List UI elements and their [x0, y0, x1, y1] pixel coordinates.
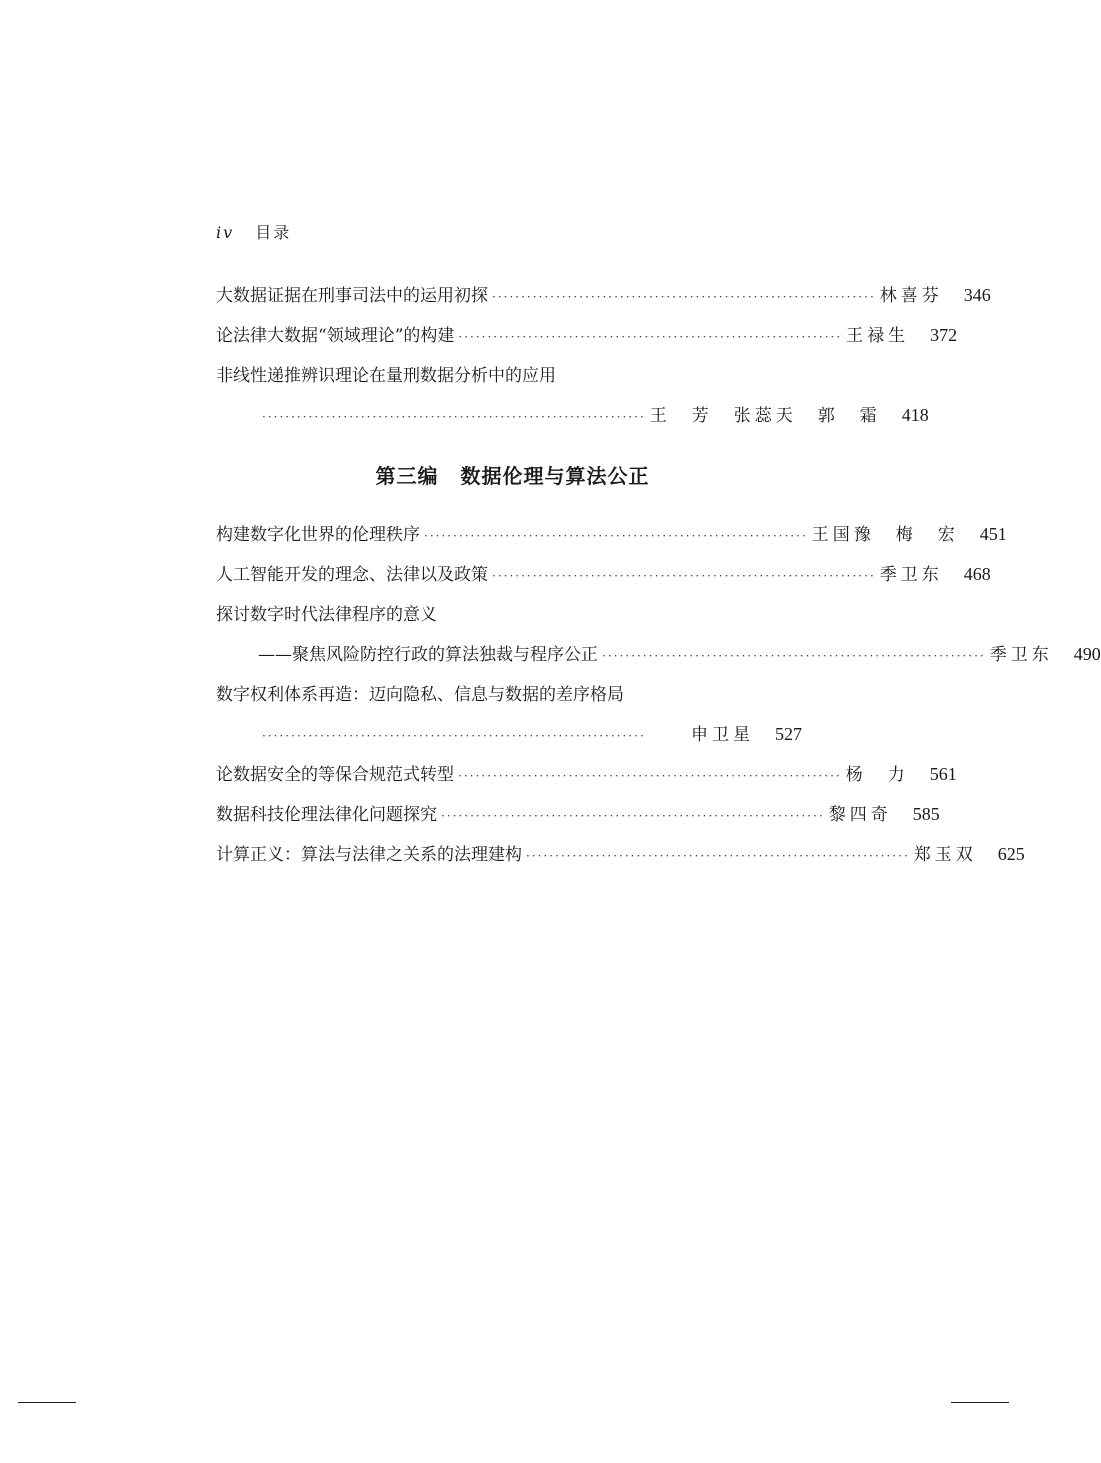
toc-entry[interactable] [216, 321, 958, 347]
entry-title: 人工智能开发的理念、法律以及政策 [216, 565, 488, 585]
entry-author: 季卫东 [989, 645, 1053, 665]
entry-author: 杨 力 [845, 765, 909, 785]
section-heading [0, 460, 1025, 489]
entry-title: 数据科技伦理法律化问题探究 [216, 805, 437, 825]
entry-page: 625 [997, 844, 1025, 864]
entry-title: 论法律大数据“领域理论”的构建 [216, 326, 455, 346]
leader-dots: ·································································· [262, 729, 646, 743]
entry-author: 季卫东 [879, 565, 943, 585]
running-head [216, 220, 291, 243]
entry-author: 黎四奇 [828, 805, 892, 825]
toc-entry[interactable] [216, 361, 802, 387]
entry-title: 计算正义：算法与法律之关系的法理建构 [216, 845, 522, 865]
leader-dots: ·································································· [602, 649, 986, 663]
toc-entry-continuation[interactable] [258, 401, 929, 427]
toc-entry[interactable] [216, 520, 1007, 546]
entry-title: 数字权利体系再造：迈向隐私、信息与数据的差序格局 [216, 685, 624, 705]
running-title: 目录 [255, 223, 292, 242]
entry-page: 561 [929, 764, 957, 784]
entry-author: 王国豫 梅 宏 [811, 525, 959, 545]
entry-author: 林喜芬 [879, 286, 943, 306]
entry-author: 王禄生 [846, 326, 910, 346]
entry-subtitle: ——聚焦风险防控行政的算法独裁与程序公正 [258, 645, 598, 665]
toc-entry[interactable] [216, 800, 940, 826]
entry-page: 468 [963, 564, 991, 584]
entry-author: 王 芳 张蕊天 郭 霜 [649, 406, 881, 426]
entry-page: 585 [912, 804, 940, 824]
section-part: 第三编 [375, 464, 439, 488]
entry-title: 非线性递推辨识理论在量刑数据分析中的应用 [216, 366, 556, 386]
crop-mark-left [18, 1402, 76, 1403]
toc-entry[interactable] [216, 680, 802, 706]
toc-entry-continuation[interactable] [258, 720, 802, 746]
toc-entry[interactable] [216, 760, 957, 786]
section-name: 数据伦理与算法公正 [460, 464, 650, 488]
leader-dots: ·································································· [441, 809, 825, 823]
entry-page: 372 [930, 325, 958, 345]
entry-page: 490 [1073, 644, 1101, 664]
toc-entry[interactable] [216, 600, 802, 626]
leader-dots: ·································································· [492, 569, 876, 583]
leader-dots: ·································································· [526, 849, 910, 863]
leader-dots: ·································································· [424, 529, 808, 543]
entry-title: 论数据安全的等保合规范式转型 [216, 765, 454, 785]
entry-page: 418 [901, 405, 929, 425]
entry-author: 郑玉双 [913, 845, 977, 865]
entry-page: 451 [979, 524, 1007, 544]
leader-dots: ·································································· [262, 410, 646, 424]
entry-title: 大数据证据在刑事司法中的运用初探 [216, 286, 488, 306]
entry-page: 346 [963, 285, 991, 305]
entry-title: 构建数字化世界的伦理秩序 [216, 525, 420, 545]
entry-title: 探讨数字时代法律程序的意义 [216, 605, 437, 625]
entry-author: 申卫星 [691, 725, 754, 745]
leader-dots: ·································································· [458, 769, 842, 783]
toc-entry-subtitle[interactable] [258, 640, 1101, 666]
toc-entry[interactable] [216, 840, 1025, 866]
toc-entry[interactable] [216, 281, 991, 307]
toc-entry[interactable] [216, 560, 991, 586]
leader-dots: ·································································· [492, 290, 876, 304]
leader-dots: ·································································· [458, 330, 843, 344]
crop-mark-right [951, 1402, 1009, 1403]
entry-page: 527 [775, 724, 802, 744]
page-number: iv [216, 223, 235, 242]
